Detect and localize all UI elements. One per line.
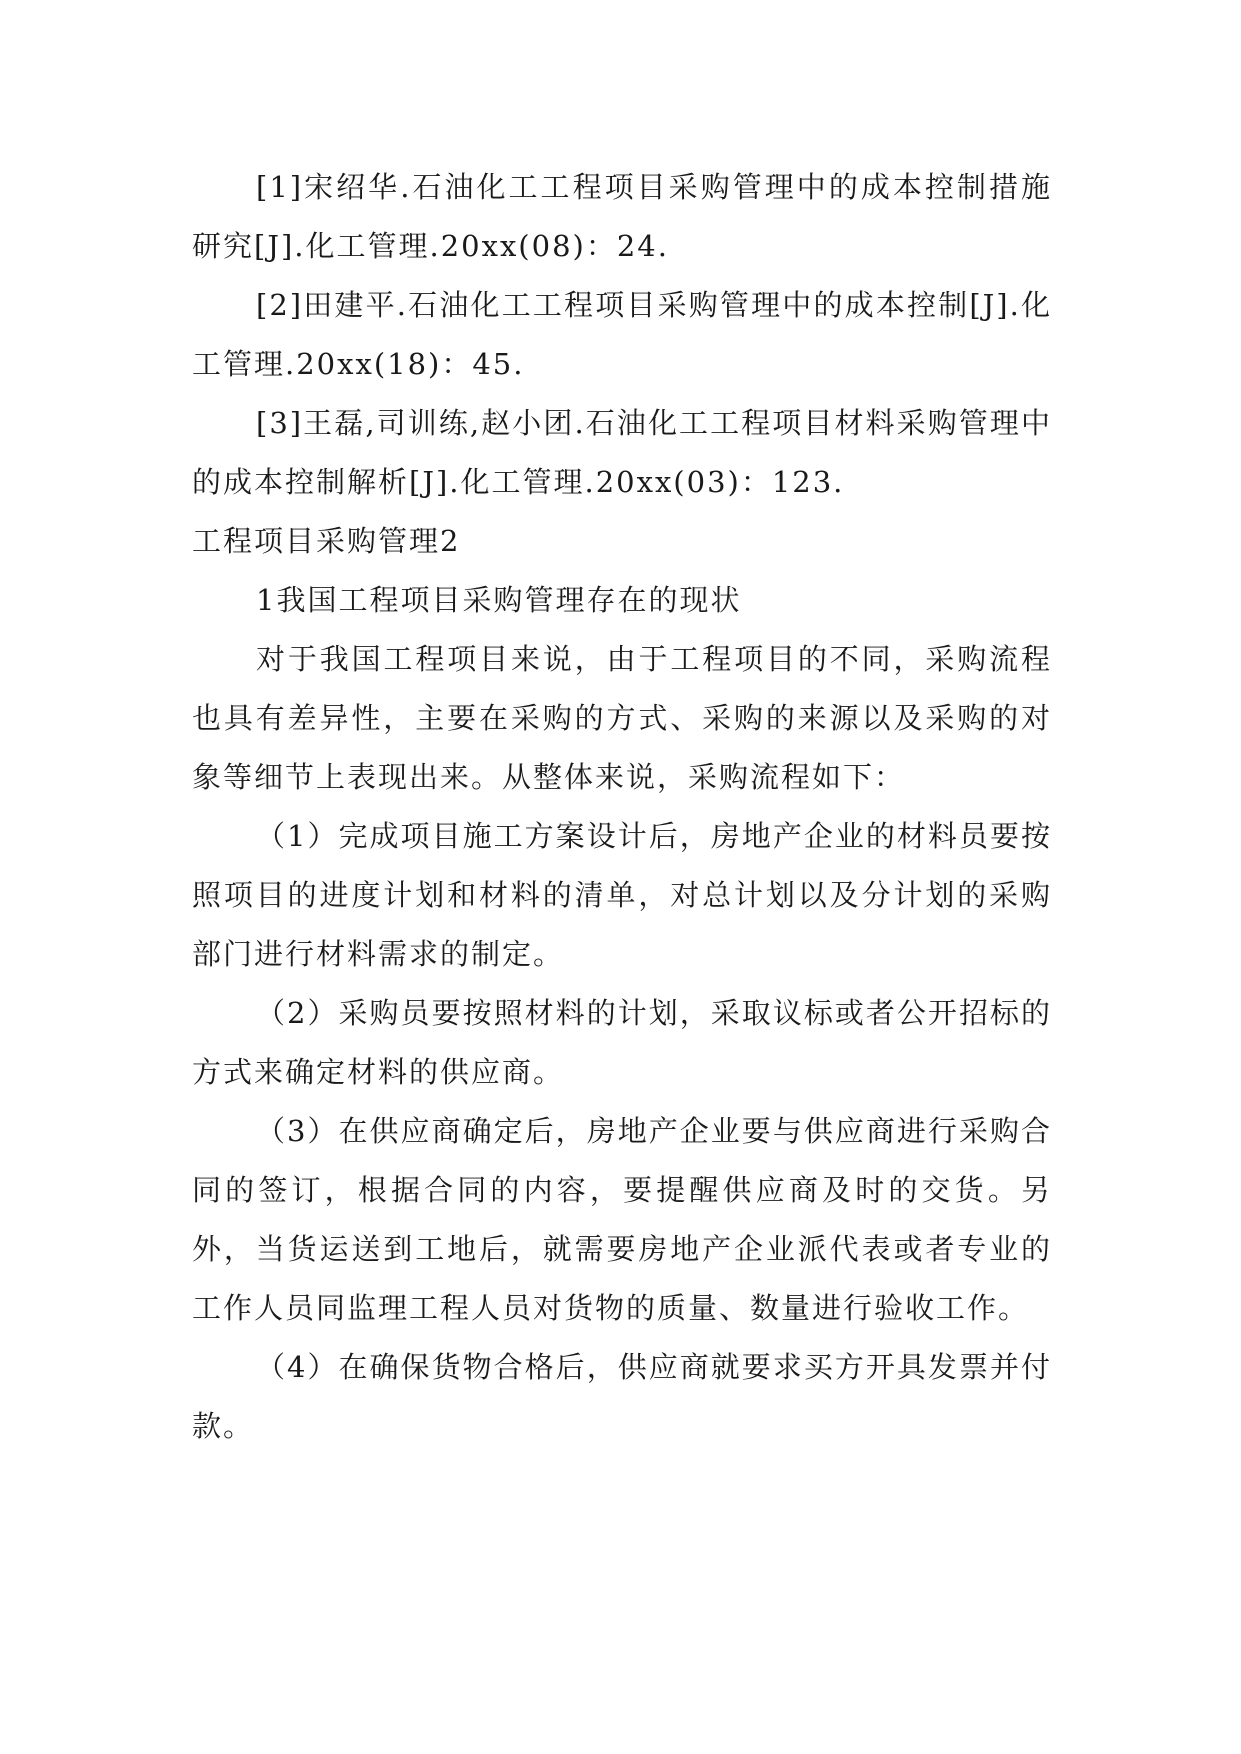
paragraph-step-4: （4）在确保货物合格后，供应商就要求买方开具发票并付款。 <box>192 1350 1052 1443</box>
paragraph-step-1: （1）完成项目施工方案设计后，房地产企业的材料员要按照项目的进度计划和材料的清单，对总计划以及分计划的采购部门进行材料需求的制定。 <box>192 819 1052 971</box>
document-body <box>192 158 1052 1456</box>
reference-3: [3]王磊,司训练,赵小团.石油化工工程项目材料采购管理中的成本控制解析[J].化工管理.20xx(03)：123. <box>192 406 1052 499</box>
reference-2: [2]田建平.石油化工工程项目采购管理中的成本控制[J].化工管理.20xx(18)：45. <box>192 288 1052 381</box>
subheading: 1我国工程项目采购管理存在的现状 <box>256 583 742 617</box>
paragraph-step-3: （3）在供应商确定后，房地产企业要与供应商进行采购合同的签订，根据合同的内容，要提醒供应商及时的交货。另外，当货运送到工地后，就需要房地产企业派代表或者专业的工作人员同监理工程人员对货物的质量、数量进行验收工作。 <box>192 1114 1052 1325</box>
paragraph-intro: 对于我国工程项目来说，由于工程项目的不同，采购流程也具有差异性，主要在采购的方式、采购的来源以及采购的对象等细节上表现出来。从整体来说，采购流程如下： <box>192 642 1052 794</box>
paragraph-step-2: （2）采购员要按照材料的计划，采取议标或者公开招标的方式来确定材料的供应商。 <box>192 996 1052 1089</box>
reference-1: [1]宋绍华.石油化工工程项目采购管理中的成本控制措施研究[J].化工管理.20xx(08)：24. <box>192 170 1052 263</box>
section-title: 工程项目采购管理2 <box>192 524 461 558</box>
